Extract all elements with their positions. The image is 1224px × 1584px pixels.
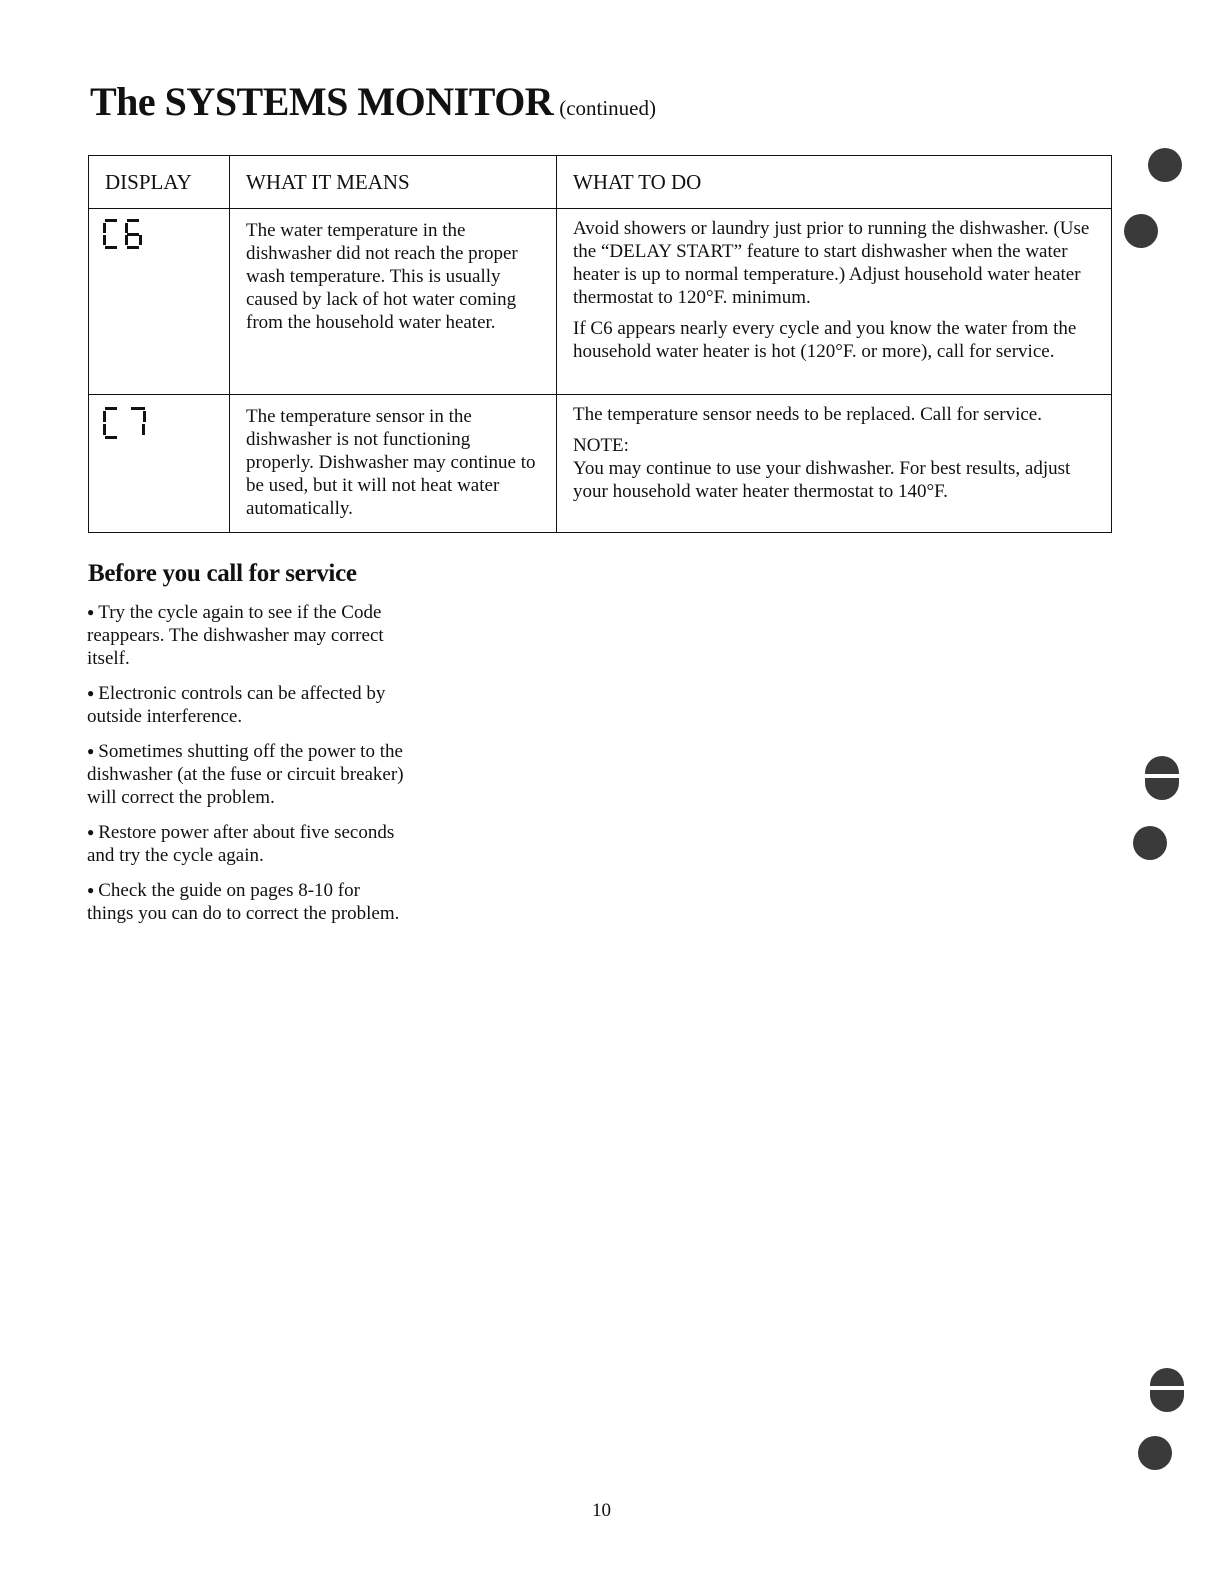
header-what-to-do: WHAT TO DO	[557, 156, 1112, 209]
punch-hole-icon	[1145, 756, 1179, 774]
page-title-main: The SYSTEMS MONITOR	[90, 79, 554, 124]
punch-hole-icon	[1138, 1436, 1172, 1470]
punch-hole-icon	[1133, 826, 1167, 860]
display-cell-c7	[89, 395, 230, 533]
page-number: 10	[592, 1500, 611, 1521]
list-item: ● Sometimes shutting off the power to the dishwasher (at the fuse or circuit breaker) will correct the problem.	[87, 741, 404, 808]
means-cell-c6	[230, 209, 557, 395]
means-text-c6: The water temperature in the dishwasher did not reach the proper wash temperature. This is usually caused by lack of hot water coming from the household water heater.	[246, 220, 518, 333]
bullet-icon: ●	[87, 825, 95, 839]
todo-cell-c6	[557, 209, 1112, 395]
display-cell-c6	[89, 209, 230, 395]
list-item: ● Electronic controls can be affected by outside interference.	[87, 683, 386, 727]
list-item: ● Restore power after about five seconds and try the cycle again.	[87, 822, 395, 866]
means-text-c7: The temperature sensor in the dishwasher is not functioning properly. Dishwasher may continue to be used, but it will not heat water automatically.	[246, 406, 536, 519]
punch-hole-icon	[1148, 148, 1182, 182]
systems-monitor-table	[88, 155, 1112, 533]
bullet-icon: ●	[87, 744, 95, 758]
punch-hole-icon	[1150, 1368, 1184, 1386]
punch-hole-icon	[1124, 214, 1158, 248]
todo-cell-c7	[557, 395, 1112, 533]
page-title-continued: (continued)	[559, 96, 656, 120]
todo-note-label: NOTE:	[573, 435, 629, 456]
table-header-row	[89, 156, 1112, 209]
code-c7-display	[101, 403, 217, 443]
bullet-icon: ●	[87, 686, 95, 700]
means-cell-c7	[230, 395, 557, 533]
header-display: DISPLAY	[89, 156, 230, 209]
punch-hole-icon	[1150, 1390, 1184, 1412]
todo-text-c7-3: You may continue to use your dishwasher. For best results, adjust your household water heater thermostat to 140°F.	[573, 458, 1071, 502]
code-c6-display	[101, 217, 217, 251]
page-title	[90, 78, 656, 125]
punch-hole-icon	[1145, 778, 1179, 800]
todo-text-c6-2: If C6 appears nearly every cycle and you know the water from the household water heater is hot (120°F. or more), call for service.	[573, 318, 1077, 362]
table-row-c6	[89, 209, 1112, 395]
list-item: ● Check the guide on pages 8-10 for things you can do to correct the problem.	[87, 880, 400, 924]
c6-segment-icon	[101, 217, 153, 251]
header-what-it-means: WHAT IT MEANS	[230, 156, 557, 209]
todo-text-c6-1: Avoid showers or laundry just prior to running the dishwasher. (Use the “DELAY START” feature to start dishwasher when the water heater is up to normal temperature.) Adjust household water heater thermostat to 120°F. minimum.	[573, 218, 1090, 308]
todo-text-c7-1: The temperature sensor needs to be replaced. Call for service.	[573, 404, 1042, 425]
service-heading: Before you call for service	[88, 560, 357, 587]
bullet-icon: ●	[87, 883, 95, 897]
c7-segment-icon	[101, 403, 153, 443]
bullet-icon: ●	[87, 605, 95, 619]
table-row-c7	[89, 395, 1112, 533]
service-tips-list	[87, 601, 407, 937]
list-item: ● Try the cycle again to see if the Code reappears. The dishwasher may correct itself.	[87, 602, 384, 669]
